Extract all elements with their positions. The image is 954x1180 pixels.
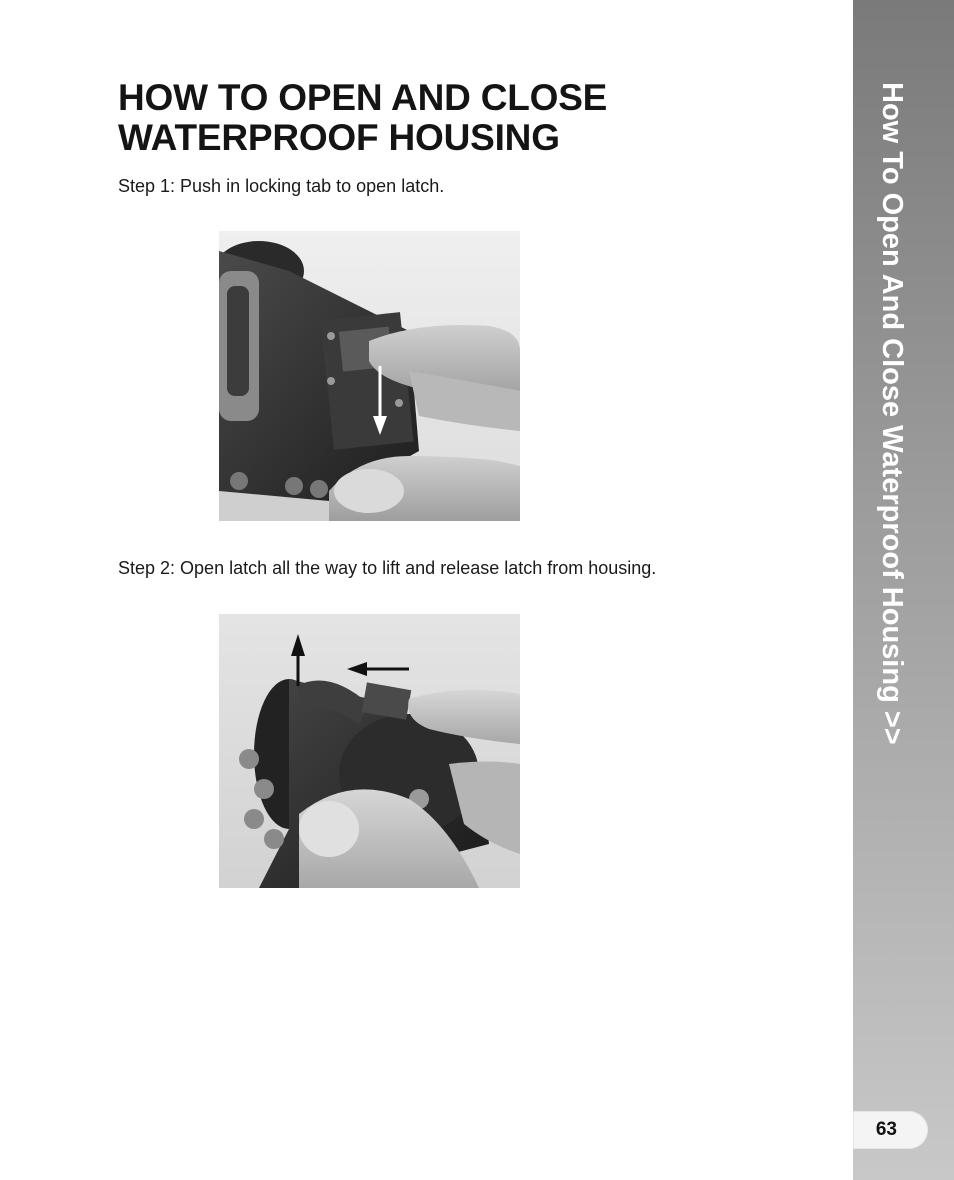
step-2-photo [219, 614, 520, 888]
chapter-sidebar-title: How To Open And Close Waterproof Housing >> [876, 82, 908, 745]
step-1-photo [219, 231, 520, 521]
page-number: 63 [875, 1119, 897, 1140]
step-2-text: Step 2: Open latch all the way to lift and release latch from housing. [118, 558, 657, 578]
page-title [118, 78, 818, 158]
page-number-badge [853, 1111, 928, 1149]
title-line-2: WATERPROOF HOUSING [118, 117, 560, 158]
step-1-text: Step 1: Push in locking tab to open latch. [118, 176, 445, 196]
title-line-1: HOW TO OPEN AND CLOSE [118, 77, 608, 118]
